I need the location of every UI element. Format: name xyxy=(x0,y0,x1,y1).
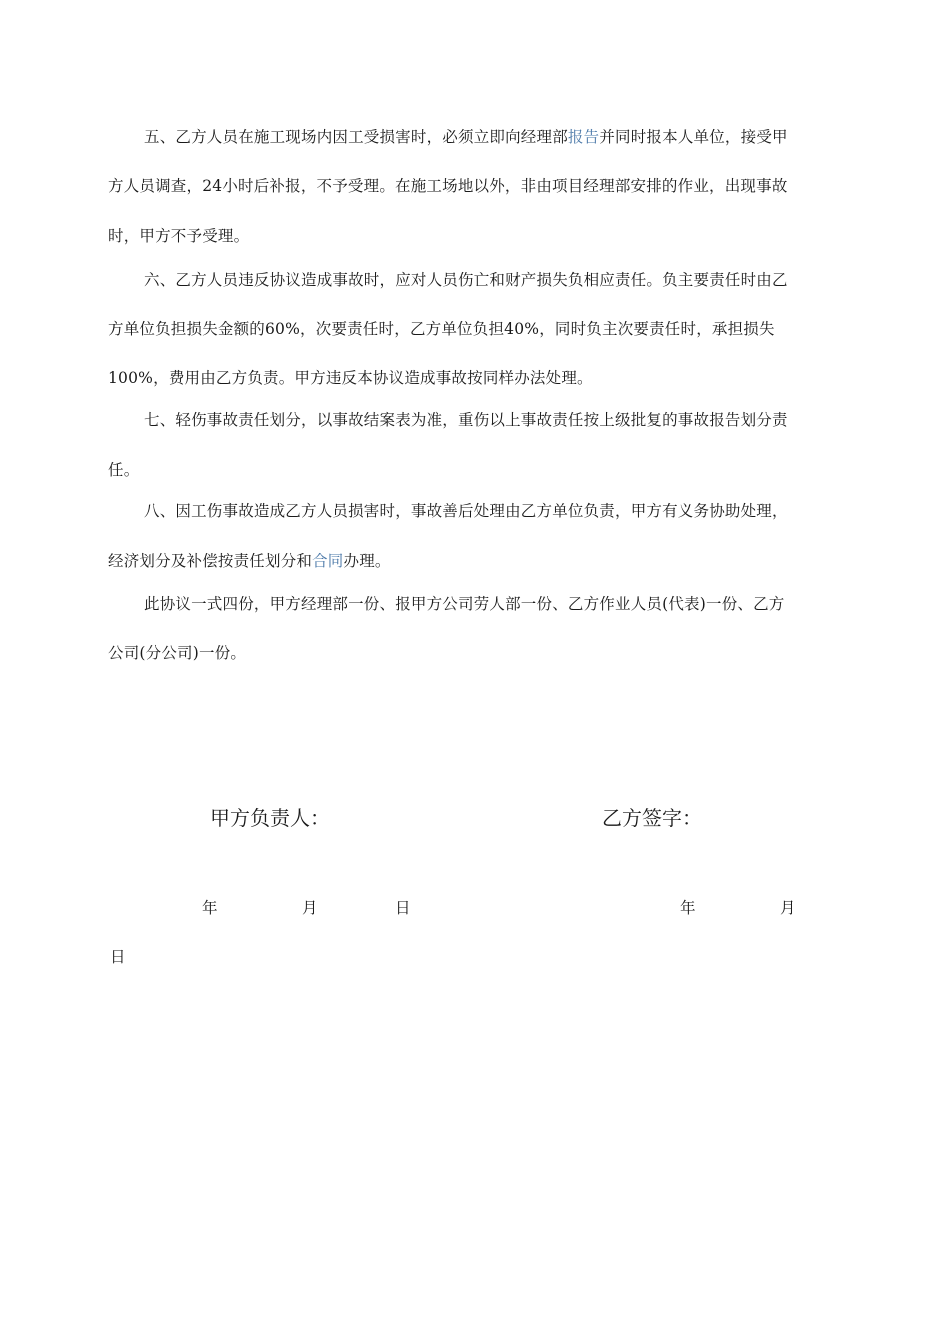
paragraph-8-line-1: 八、因工伤事故造成乙方人员损害时，事故善后处理由乙方单位负责，甲方有义务协助处理， xyxy=(144,502,788,520)
paragraph-6-line-3: 100%，费用由乙方负责。甲方违反本协议造成事故按同样办法处理。 xyxy=(108,369,593,387)
paragraph-5-line-1 xyxy=(144,127,788,147)
party-b-signature-label: 乙方签字： xyxy=(602,806,702,830)
paragraph-5-line-3: 时，甲方不予受理。 xyxy=(108,227,250,245)
paragraph-8-line-2-text-tail: 办理。 xyxy=(343,552,391,570)
paragraph-6-line-2: 方单位负担损失金额的60%，次要责任时，乙方单位负担40%，同时负主次要责任时，承担损失 xyxy=(108,320,775,338)
paragraph-5-line-2: 方人员调查，24小时后补报，不予受理。在施工场地以外，非由项目经理部安排的作业，出现事故 xyxy=(108,177,788,195)
paragraph-5-line-1-text-tail: 并同时报本人单位，接受甲 xyxy=(599,128,788,146)
party-a-signature-label: 甲方负责人： xyxy=(210,806,330,830)
report-link[interactable]: 报告 xyxy=(567,128,600,146)
party-b-date-year: 年 xyxy=(680,899,696,917)
paragraph-7-line-2: 任。 xyxy=(108,461,140,479)
paragraph-8-line-2-text: 经济划分及补偿按责任划分和 xyxy=(108,552,313,570)
paragraph-6-line-1: 六、乙方人员违反协议造成事故时，应对人员伤亡和财产损失负相应责任。负主要责任时由乙 xyxy=(144,271,788,289)
paragraph-7-line-1: 七、轻伤事故责任划分，以事故结案表为准，重伤以上事故责任按上级批复的事故报告划分责 xyxy=(144,411,788,429)
party-a-date-month: 月 xyxy=(302,899,318,917)
paragraph-9-line-1: 此协议一式四份，甲方经理部一份、报甲方公司劳人部一份、乙方作业人员(代表)一份、乙方 xyxy=(144,595,785,613)
paragraph-5-line-1-text: 五、乙方人员在施工现场内因工受损害时，必须立即向经理部 xyxy=(144,128,568,146)
party-a-date-day: 日 xyxy=(395,899,411,917)
contract-link[interactable]: 合同 xyxy=(312,552,344,570)
paragraph-9-line-2: 公司(分公司)一份。 xyxy=(108,644,247,662)
paragraph-8-line-2 xyxy=(108,551,391,571)
party-a-date-year: 年 xyxy=(202,899,218,917)
party-b-date-month: 月 xyxy=(780,899,796,917)
party-b-date-day: 日 xyxy=(110,948,126,966)
